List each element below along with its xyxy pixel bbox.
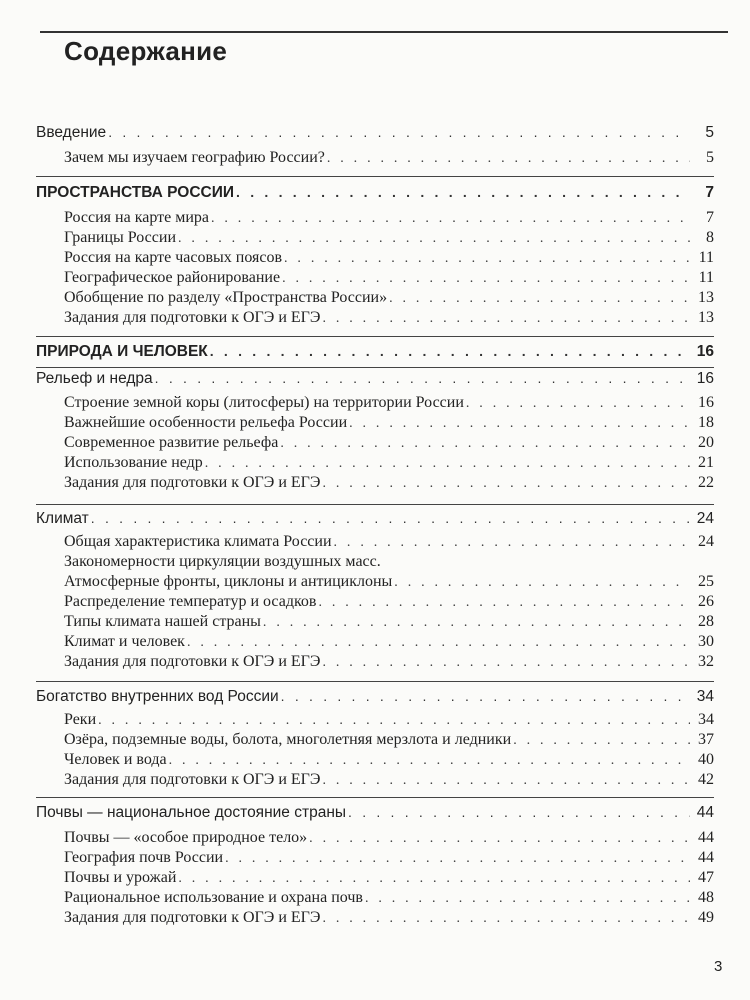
dot-leader [155, 370, 690, 386]
dot-leader [349, 416, 690, 432]
dot-leader [187, 635, 690, 651]
dot-leader [309, 831, 690, 847]
dot-leader [327, 151, 690, 167]
toc-entry[interactable]: Важнейшие особенности рельефа России . . . 18 [64, 414, 714, 434]
toc-section-entry[interactable]: Богатство внутренних вод России . . . 34 [36, 688, 714, 708]
dot-leader [322, 476, 690, 492]
toc-entry[interactable]: Границы России . . . 8 [64, 229, 714, 249]
toc-entry[interactable]: Современное развитие рельефа . . . 20 [64, 434, 714, 454]
dot-leader [236, 184, 690, 200]
dot-leader [322, 773, 690, 789]
toc-entry[interactable]: Задания для подготовки к ОГЭ и ЕГЭ . . . 49 [64, 909, 714, 929]
dot-leader [334, 535, 690, 551]
dot-leader [318, 595, 690, 611]
dot-leader [322, 911, 690, 927]
toc-entry[interactable]: Общая характеристика климата России . . . 24 [64, 533, 714, 553]
toc-entry[interactable]: Почвы — «особое природное тело» . . . 44 [64, 829, 714, 849]
section-divider [36, 367, 714, 368]
dot-leader [263, 615, 690, 631]
toc-section-entry[interactable]: Климат . . . 24 [36, 510, 714, 530]
toc-entry[interactable]: Зачем мы изучаем географию России? . . . 5 [64, 149, 714, 169]
dot-leader [210, 343, 690, 359]
dot-leader [178, 231, 690, 247]
dot-leader [389, 291, 690, 307]
section-divider [36, 336, 714, 337]
toc-entry[interactable]: Использование недр . . . 21 [64, 454, 714, 474]
toc-entry[interactable]: Реки . . . 34 [64, 711, 714, 731]
toc-entry[interactable]: Географическое районирование . . . 11 [64, 269, 714, 289]
dot-leader [322, 655, 690, 671]
toc-entry[interactable]: Человек и вода . . . 40 [64, 751, 714, 771]
dot-leader [322, 311, 690, 327]
toc-entry[interactable]: Озёра, подземные воды, болота, многолетняя мерзлота и ледники . . . 37 [64, 731, 714, 751]
toc-entry[interactable]: Рациональное использование и охрана почв . . . 48 [64, 889, 714, 909]
toc-section-entry[interactable]: Рельеф и недра . . . 16 [36, 370, 714, 390]
dot-leader [205, 456, 690, 472]
toc-entry[interactable]: Задания для подготовки к ОГЭ и ЕГЭ . . . 22 [64, 474, 714, 494]
toc-entry[interactable]: Задания для подготовки к ОГЭ и ЕГЭ . . . 32 [64, 653, 714, 673]
toc-entry[interactable]: Атмосферные фронты, циклоны и антициклоны . . . 25 [64, 573, 714, 593]
dot-leader [281, 688, 690, 704]
toc-entry[interactable]: Почвы и урожай . . . 47 [64, 869, 714, 889]
dot-leader [98, 713, 690, 729]
toc-entry[interactable]: Распределение температур и осадков . . . 26 [64, 593, 714, 613]
section-divider [36, 176, 714, 177]
toc-entry[interactable]: Климат и человек . . . 30 [64, 633, 714, 653]
toc-entry[interactable]: Типы климата нашей страны . . . 28 [64, 613, 714, 633]
toc-entry[interactable]: Россия на карте мира . . . 7 [64, 209, 714, 229]
section-divider [36, 504, 714, 505]
toc-entry[interactable]: Россия на карте часовых поясов . . . 11 [64, 249, 714, 269]
toc-section-entry[interactable]: Введение . . . 5 [36, 124, 714, 144]
dot-leader [394, 575, 690, 591]
toc-entry[interactable]: Задания для подготовки к ОГЭ и ЕГЭ . . . 13 [64, 309, 714, 329]
dot-leader [169, 753, 690, 769]
page-number: 3 [714, 958, 723, 975]
toc-entry[interactable]: География почв России . . . 44 [64, 849, 714, 869]
dot-leader [282, 271, 690, 287]
toc-entry[interactable]: Задания для подготовки к ОГЭ и ЕГЭ . . . 42 [64, 771, 714, 791]
dot-leader [466, 396, 690, 412]
section-divider [36, 681, 714, 682]
section-divider [36, 797, 714, 798]
dot-leader [108, 124, 690, 140]
dot-leader [284, 251, 690, 267]
dot-leader [513, 733, 690, 749]
toc-part-entry[interactable]: ПРОСТРАНСТВА РОССИИ . . . 7 [36, 184, 714, 204]
dot-leader [91, 510, 690, 526]
dot-leader [365, 891, 690, 907]
toc-entry-continued[interactable]: Закономерности циркуляции воздушных масс. [64, 553, 381, 570]
toc-section-entry[interactable]: Почвы — национальное достояние страны . . . 44 [36, 804, 714, 824]
toc-entry[interactable]: Обобщение по разделу «Пространства России» . . . 13 [64, 289, 714, 309]
dot-leader [178, 871, 690, 887]
dot-leader [211, 211, 690, 227]
dot-leader [348, 804, 690, 820]
dot-leader [225, 851, 690, 867]
dot-leader [280, 436, 690, 452]
toc-entry[interactable]: Строение земной коры (литосферы) на территории России . . . 16 [64, 394, 714, 414]
page-title: Содержание [64, 36, 228, 66]
toc-part-entry[interactable]: ПРИРОДА И ЧЕЛОВЕК . . . 16 [36, 343, 714, 363]
